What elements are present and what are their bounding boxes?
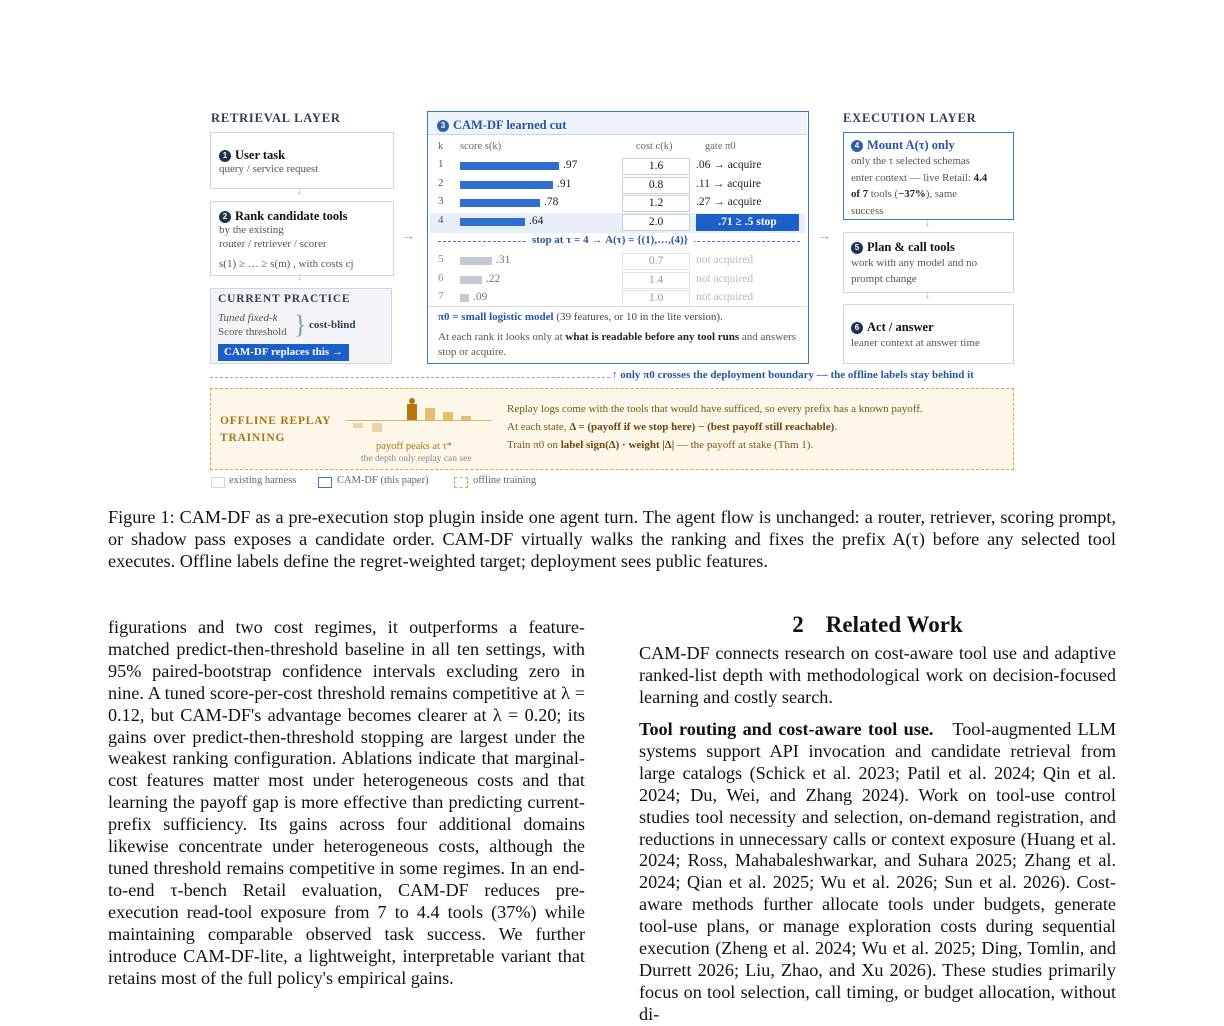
payoff-peak-label: payoff peaks at τ* bbox=[376, 441, 453, 452]
down-arrow-icon: ↓ bbox=[925, 218, 930, 229]
plan-call-l1: work with any model and no bbox=[851, 257, 978, 269]
mount-title: Mount A(τ) only bbox=[867, 138, 955, 152]
rank-tools-line1: by the existing bbox=[219, 224, 284, 236]
cam-divider bbox=[428, 306, 807, 307]
mount-l3b: of 7 bbox=[851, 188, 869, 200]
gate-value: not acquired bbox=[696, 272, 754, 285]
legend-camdf: CAM-DF (this paper) bbox=[337, 475, 429, 486]
rank-tools-title: Rank candidate tools bbox=[235, 209, 348, 223]
col-cost-header: cost c(k) bbox=[636, 141, 673, 152]
model-rest: (39 features, or 10 in the lite version). bbox=[553, 311, 723, 323]
legend-swatch-camdf bbox=[318, 477, 332, 488]
step-number-badge: 3 bbox=[437, 120, 449, 132]
tool-routing-paragraph bbox=[639, 719, 1116, 1026]
paragraph-heading: Tool routing and cost-aware tool use. bbox=[639, 719, 934, 739]
mount-l3: tools ( bbox=[868, 188, 899, 200]
boundary-dashed-line bbox=[210, 377, 610, 378]
col-score-header: score s(k) bbox=[460, 141, 502, 152]
offline-replay-box bbox=[210, 388, 1014, 470]
mount-l1: only the τ selected schemas bbox=[851, 155, 970, 167]
cost-cell: 1.6 bbox=[622, 158, 690, 175]
score-value: .64 bbox=[529, 214, 544, 227]
offline-header-2: TRAINING bbox=[220, 432, 286, 444]
offline-text-2 bbox=[507, 421, 837, 433]
section-heading bbox=[639, 612, 1116, 638]
payoff-peak-bar bbox=[407, 404, 417, 420]
offline-text-3 bbox=[507, 439, 813, 451]
legend-swatch-offline bbox=[454, 477, 468, 488]
t2a: At each state, bbox=[507, 421, 570, 433]
user-task-title: User task bbox=[235, 148, 286, 162]
cost-cell: 1.4 bbox=[622, 272, 690, 289]
mount-l3d: ), same bbox=[925, 188, 958, 200]
note-c: and answers stop or acquire. bbox=[438, 331, 796, 358]
rank-k: 4 bbox=[438, 213, 444, 226]
score-bar bbox=[460, 276, 482, 284]
cam-df-learned-cut-box bbox=[427, 111, 809, 364]
down-arrow-icon: ↓ bbox=[925, 290, 930, 301]
payoff-axis bbox=[345, 420, 492, 421]
step-number-badge: 5 bbox=[851, 242, 863, 254]
score-threshold-label: Score threshold bbox=[218, 326, 287, 338]
section-title: Related Work bbox=[825, 612, 963, 637]
rank-k: 7 bbox=[438, 290, 444, 302]
mount-l2: enter context — live Retail: bbox=[851, 171, 974, 184]
rank-tools-line2: router / retriever / scorer bbox=[219, 238, 327, 250]
t2c: . bbox=[834, 421, 838, 433]
related-work-intro: CAM-DF connects research on cost-aware tool use and adaptive ranked-list depth with methodological work on decision-focused learning and costly search. bbox=[639, 643, 1116, 707]
payoff-bar-6 bbox=[461, 416, 471, 420]
brace-icon: } bbox=[294, 310, 307, 339]
score-bar bbox=[460, 199, 540, 207]
right-arrow-icon: → bbox=[401, 229, 415, 244]
offline-text-1: Replay logs come with the tools that would have sufficed, so every prefix has a known payoff. bbox=[507, 403, 923, 415]
legend-swatch-existing bbox=[211, 477, 225, 488]
col-k-header: k bbox=[438, 141, 444, 152]
payoff-bar-5 bbox=[443, 412, 453, 420]
act-answer-l1: leaner context at answer time bbox=[851, 337, 980, 349]
model-description bbox=[438, 311, 723, 323]
model-note bbox=[438, 330, 798, 360]
score-bar bbox=[460, 218, 525, 226]
current-practice-header: CURRENT PRACTICE bbox=[218, 293, 351, 305]
score-bar bbox=[460, 162, 559, 170]
score-value: .91 bbox=[557, 177, 572, 190]
mount-box bbox=[843, 132, 1014, 220]
t3c: — the payoff at stake (Thm 1). bbox=[674, 439, 814, 451]
model-bold: π0 = small logistic model bbox=[438, 311, 554, 323]
cost-blind-label: cost-blind bbox=[309, 319, 356, 331]
note-a: At each rank it looks only at bbox=[438, 331, 566, 343]
legend-offline: offline training bbox=[473, 475, 537, 486]
rank-k: 1 bbox=[438, 158, 444, 170]
user-task-box bbox=[210, 132, 394, 189]
rank-k: 3 bbox=[438, 195, 444, 207]
down-arrow-icon: ↓ bbox=[297, 272, 302, 283]
current-practice-box bbox=[210, 288, 392, 364]
payoff-peak-dot bbox=[409, 398, 415, 404]
act-answer-box bbox=[843, 304, 1014, 364]
execution-layer-header: EXECUTION LAYER bbox=[843, 111, 977, 125]
offline-header-1: OFFLINE REPLAY bbox=[220, 415, 332, 427]
note-b: what is readable before any tool runs bbox=[565, 331, 740, 343]
payoff-peak-sub: the depth only replay can see bbox=[361, 454, 472, 464]
t3a: Train π0 on bbox=[507, 439, 561, 451]
plan-call-title: Plan & call tools bbox=[867, 240, 955, 254]
cost-cell: 1.0 bbox=[622, 290, 690, 307]
score-bar bbox=[460, 294, 469, 302]
stop-line-label: stop at τ = 4 → A(τ) = {(1),…,(4)} bbox=[526, 234, 694, 246]
score-bar bbox=[460, 181, 553, 189]
legend-existing: existing harness bbox=[229, 475, 297, 486]
cam-df-replaces-button[interactable]: CAM-DF replaces this → bbox=[218, 344, 349, 361]
mount-description bbox=[851, 153, 1011, 219]
score-value: .09 bbox=[473, 291, 488, 303]
user-task-subtitle: query / service request bbox=[219, 163, 319, 175]
t3b: label sign(Δ) · weight |Δ| bbox=[560, 439, 675, 451]
cost-cell: 0.8 bbox=[622, 177, 690, 194]
paragraph-body: Tool-augmented LLM systems support API invocation and candidate retrieval from large catalogs (Schick et al. 2023; Patil et al. 2024; Qin et al. 2024; Du, Wei, and Zhang 2024). Work on tool-use control studies tool necessity and selection, on-demand registration, and reductions in unnecessary calls or context exposure (Huang et al. 2024; Ross, Mahabaleshwarkar, and Suhara 2025; Zhang et al. 2024; Qian et al. 2025; Wu et al. 2026; Sun et al. 2026). Cost-aware methods further allocate tools under budgets, generate tool-use plans, or manage exploration costs during sequential execution (Zheng et al. 2024; Wu et al. 2025; Ding, Tomlin, and Durrett 2026; Liu, Zhao, and Xu 2026). These studies primarily focus on tool selection, call timing, or budget allocation, without di- bbox=[639, 719, 1116, 1024]
step-number-badge: 1 bbox=[219, 150, 231, 162]
gate-value: not acquired bbox=[696, 254, 754, 266]
mount-l3c: −37% bbox=[898, 188, 926, 200]
retrieval-layer-header: RETRIEVAL LAYER bbox=[211, 111, 341, 125]
col-gate-header: gate π0 bbox=[705, 141, 736, 152]
deployment-boundary-label: ↑ only π0 crosses the deployment boundary — the offline labels stay behind it bbox=[612, 369, 974, 381]
rank-k: 5 bbox=[438, 253, 444, 265]
mount-l4: success bbox=[851, 204, 884, 217]
score-bar bbox=[460, 257, 492, 265]
payoff-bar-1 bbox=[353, 423, 363, 428]
gate-value: .27 → acquire bbox=[696, 196, 762, 208]
gate-value: not acquired bbox=[696, 291, 754, 303]
step-number-badge: 2 bbox=[219, 211, 231, 223]
gate-value: .06 → acquire bbox=[696, 159, 762, 171]
cost-cell: 0.7 bbox=[622, 253, 690, 270]
plan-call-box bbox=[843, 232, 1014, 293]
score-value: .31 bbox=[496, 254, 511, 266]
rank-k: 6 bbox=[438, 271, 444, 284]
step-number-badge: 6 bbox=[851, 322, 863, 334]
score-value: .97 bbox=[563, 159, 578, 171]
cost-cell: 2.0 bbox=[622, 214, 690, 231]
tuned-fixed-k-label: Tuned fixed-k bbox=[218, 312, 278, 324]
gate-stop-badge: .71 ≥ .5 stop bbox=[696, 214, 799, 231]
plan-call-l2: prompt change bbox=[851, 273, 917, 285]
gate-value: .11 → acquire bbox=[696, 177, 762, 190]
rank-k: 2 bbox=[438, 176, 444, 189]
t2b: Δ = (payoff if we stop here) − (best payoff still reachable) bbox=[569, 421, 835, 433]
act-answer-title: Act / answer bbox=[867, 320, 934, 334]
rank-tools-box bbox=[210, 201, 394, 276]
payoff-bar-4 bbox=[425, 408, 435, 420]
left-column-paragraph: figurations and two cost regimes, it outperforms a feature-matched predict-then-threshold baseline in all ten settings, with 95% paired-bootstrap confidence intervals excluding zero in nine. A tuned score-per-cost threshold remains competitive at λ = 0.12, but CAM-DF's advantage becomes clearer at λ = 0.20; its gains over predict-then-threshold stopping are largest under the weakest ranking configuration. Ablations indicate that marginal-cost features matter most under heterogeneous costs and that learning the payoff gap is more effective than predicting current-prefix sufficiency. Its gains across four additional domains likewise concentrate under heterogeneous costs, although the tuned threshold remains competitive in some regimes. In an end-to-end τ-bench Retail evaluation, CAM-DF reduces pre-execution read-tool exposure from 7 to 4.4 tools (37%) while maintaining comparable observed task success. We further introduce CAM-DF-lite, a lightweight, interpretable variant that retains most of the full policy's empirical gains. bbox=[108, 617, 585, 988]
figure-caption: Figure 1: CAM-DF as a pre-execution stop plugin inside one agent turn. The agent flow is unchanged: a router, retriever, scoring prompt, or shadow pass exposes a candidate order. CAM-DF virtually walks the ranking and fixes the prefix A(τ) before any selected tool executes. Offline labels define the regret-weighted target; deployment sees public features. bbox=[108, 507, 1116, 571]
cost-cell: 1.2 bbox=[622, 195, 690, 212]
rank-tools-line3: s(1) ≥ … ≥ s(m) , with costs cj bbox=[219, 258, 354, 270]
down-arrow-icon: ↓ bbox=[297, 186, 302, 197]
mount-l2b: 4.4 bbox=[973, 171, 988, 184]
payoff-bar-2 bbox=[372, 423, 382, 432]
section-number: 2 bbox=[792, 612, 804, 637]
right-arrow-icon: → bbox=[817, 229, 831, 244]
score-value: .78 bbox=[544, 196, 559, 208]
cam-df-title: CAM-DF learned cut bbox=[453, 118, 567, 132]
step-number-badge: 4 bbox=[851, 140, 863, 152]
score-value: .22 bbox=[486, 272, 501, 285]
